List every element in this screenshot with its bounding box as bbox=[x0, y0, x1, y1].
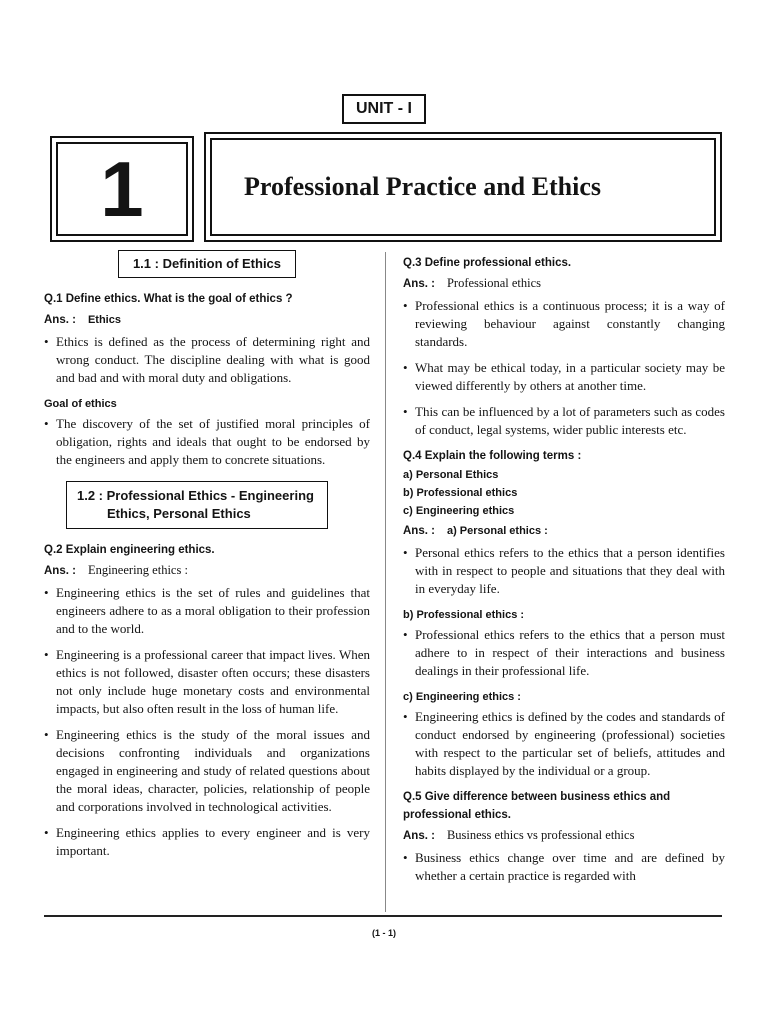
chapter-number: 1 bbox=[56, 142, 188, 236]
bullet: • Engineering ethics is the study of the moral issues and decisions confronting individuals and organizations engaged in engineering and study of related questions about the moral ideas, character, policies, relationship of people and corporations involved in technological activities. bbox=[44, 726, 370, 816]
bullet: • Engineering ethics applies to every engineer and is very important. bbox=[44, 824, 370, 860]
column-divider bbox=[385, 252, 386, 912]
ans-subheading: a) Personal ethics : bbox=[446, 525, 548, 537]
bullet: • What may be ethical today, in a particular society may be viewed differently by others at another time. bbox=[403, 359, 725, 395]
question-1: Q.1 Define ethics. What is the goal of ethics ? bbox=[44, 293, 293, 305]
bottom-rule bbox=[44, 915, 722, 917]
bullet: • This can be influenced by a lot of parameters such as codes of conduct, legal systems, wider public interests etc. bbox=[403, 403, 725, 439]
term-item: a) Personal Ethics bbox=[403, 469, 499, 481]
question-5: Q.5 Give difference between business ethics and professional ethics. bbox=[403, 791, 671, 821]
question-2: Q.2 Explain engineering ethics. bbox=[44, 544, 215, 556]
ans-text: Professional ethics bbox=[446, 276, 542, 290]
bullet: • Personal ethics refers to the ethics that a person identifies with in respect to people and situations that they deal with in everyday life. bbox=[403, 544, 725, 598]
answer-3-label bbox=[403, 274, 725, 293]
ans-text: Business ethics vs professional ethics bbox=[446, 828, 635, 842]
section-heading-line: 1.2 : Professional Ethics - Engineering bbox=[77, 488, 314, 503]
bullet: • Engineering ethics is the set of rules and guidelines that engineers adhere to as a moral obligation to their profession and to the world. bbox=[44, 584, 370, 638]
bullet: • Professional ethics refers to the ethics that a person must adhere to in respect of their interactions and business dealings in their professional life. bbox=[403, 626, 725, 680]
answer-5-label bbox=[403, 826, 725, 845]
answer-2-label bbox=[44, 561, 370, 580]
ans-label: Ans. : bbox=[44, 565, 76, 577]
ans-text: Ethics bbox=[87, 314, 121, 326]
ans-text: Engineering ethics : bbox=[87, 563, 188, 577]
chapter-number-box bbox=[50, 136, 194, 242]
bullet: • The discovery of the set of justified moral principles of obligation, rights and ideals that ought to be endorsed by the engineers and apply them to concrete situations. bbox=[44, 415, 370, 469]
bullet: • Professional ethics is a continuous process; it is a way of reviewing behaviour against constantly changing standards. bbox=[403, 297, 725, 351]
answer-4-label bbox=[403, 521, 725, 540]
section-heading-1-2 bbox=[66, 481, 328, 529]
question-4: Q.4 Explain the following terms : bbox=[403, 450, 582, 462]
section-heading-line: Ethics, Personal Ethics bbox=[107, 506, 251, 521]
goal-of-ethics-heading: Goal of ethics bbox=[44, 398, 117, 410]
right-column bbox=[403, 250, 725, 893]
subheading: c) Engineering ethics : bbox=[403, 691, 521, 703]
chapter-title-box bbox=[204, 132, 722, 242]
left-column bbox=[44, 250, 370, 868]
bullet: • Engineering is a professional career that impact lives. When ethics is not followed, disaster often occurs; these disasters not only include huge monetary costs and environmental impacts, but also often result in the loss of human life. bbox=[44, 646, 370, 718]
unit-label: UNIT - I bbox=[342, 94, 426, 124]
section-heading-1-1: 1.1 : Definition of Ethics bbox=[118, 250, 296, 278]
ans-label: Ans. : bbox=[403, 525, 435, 537]
bullet: • Ethics is defined as the process of determining right and wrong conduct. The discipline dealing with what is good and bad and with moral duty and obligations. bbox=[44, 333, 370, 387]
bullet: • Business ethics change over time and are defined by whether a certain practice is regarded with bbox=[403, 849, 725, 885]
ans-label: Ans. : bbox=[403, 278, 435, 290]
ans-label: Ans. : bbox=[403, 830, 435, 842]
answer-1-label bbox=[44, 310, 370, 329]
term-item: c) Engineering ethics bbox=[403, 505, 515, 517]
term-item: b) Professional ethics bbox=[403, 487, 518, 499]
question-3: Q.3 Define professional ethics. bbox=[403, 257, 572, 269]
page-number: (1 - 1) bbox=[371, 928, 396, 938]
subheading: b) Professional ethics : bbox=[403, 609, 525, 621]
ans-label: Ans. : bbox=[44, 314, 76, 326]
bullet: • Engineering ethics is defined by the codes and standards of conduct endorsed by engineering (professional) societies with respect to the particular set of beliefs, attitudes and habits displayed by the individual or a group. bbox=[403, 708, 725, 780]
chapter-title: Professional Practice and Ethics bbox=[210, 138, 716, 236]
